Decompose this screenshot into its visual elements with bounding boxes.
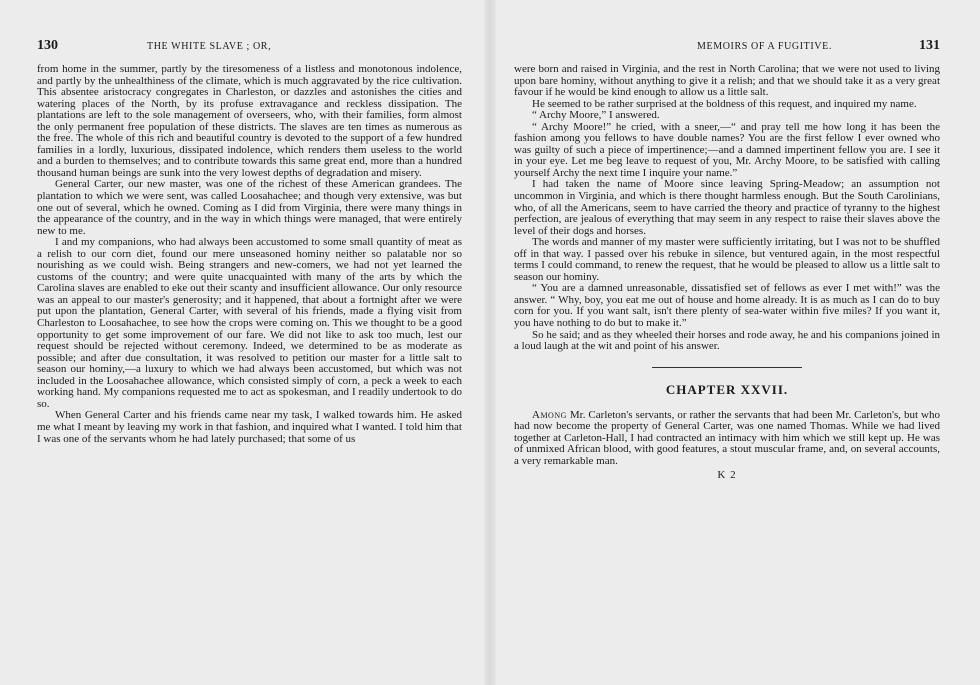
- right-running-head: [514, 38, 940, 60]
- left-paragraph-2: General Carter, our new master, was one of the richest of these American grandees. The plantation to which we were sent, was called Loosahachee; and though very extensive, was but one out of several, which he owned. Coming as I did from Virginia, there were many things in the appearance of the country, and in the way in which things were managed, that were entirely new to me.: [37, 178, 462, 237]
- chapter-opening-paragraph: [514, 410, 940, 468]
- chapter-heading: CHAPTER XXVII.: [665, 381, 789, 397]
- left-body-text: [37, 64, 462, 445]
- right-paragraph-2: He seemed to be rather surprised at the boldness of this request, and inquired my name.: [532, 97, 917, 110]
- right-paragraph-8: So he said; and as they wheeled their horses and rode away, he and his companions joined in a loud laugh at the wit and point of his answer.: [514, 328, 940, 353]
- right-paragraph-4: “ Archy Moore!” he cried, with a sneer,—“ and pray tell me how long it has been the fashion among you fellows to have double names? You are the first fellow I ever owned who was guilty of such a piece of impertinence;—and a damned impertinent fellow you are. I see it in your eye. Let me beg leave to request of you, Mr. Archy Moore, to be satisfied with calling yourself Archy the next time I inquire your name.”: [514, 120, 940, 179]
- section-divider-rule: [652, 367, 802, 368]
- chapter-paragraph-text: Mr. Carleton's servants, or rather the servants that had been Mr. Carleton's, but who had now become the property of General Carter, was one named Thomas. While we had lived together at Carleton-Hall, I had contracted an intimacy with him which we still kept up. He was of unmixed African blood, with good features, a stout muscular frame, and, on several accounts, a very remarkable man.: [514, 408, 940, 467]
- right-page: [490, 0, 980, 685]
- left-paragraph-3: I and my companions, who had always been accustomed to some small quantity of meat as a relish to our corn diet, found our mere unseasoned hominy neither so palatable nor so nourishing as we could wish. Being strangers and new-comers, we had not yet learned the customs of the country; and were quite unacquainted with many of the arts by which the Carolina slaves are enabled to eke out their scanty and insufficient allowance. Our only resource was an appeal to our master's generosity; and it happened, that about a fortnight after we were put upon the plantation, General Carter, with several of his friends, made a flying visit from Charleston to Loosahachee, to see how the crops were coming on. This we thought to be a good opportunity to get some improvement of our fare. We did not like to ask too much, lest our request should be rejected without ceremony. Indeed, we determined to be as moderate as possible; and after due consultation, it was resolved to petition our master for a little salt to season our hominy,—a luxury to which we had always been accustomed, but which was not included in the Loosahachee allowance, which consisted simply of corn, a peck a week to each working hand. My companions requested me to act as spokesman, and I readily undertook to do so.: [37, 236, 462, 410]
- left-paragraph-1: from home in the summer, partly by the tiresomeness of a listless and monotonous indolence, and partly by the unhealthiness of the climate, which is much aggravated by the rice cultivation. This absentee aristocracy congregates in Charleston, or dazzles and astonishes the cities and watering places of the North, by its profuse extravagance and reckless dissipation. The plantations are left to the sole management of overseers, who, with their families, form almost the only permanent free population of these districts. The slaves are ten times as numerous as the free. The whole of this rich and beautiful country is devoted to the support of a few hundred families in a lordly, luxurious, dissipated indolence, which renders them useless to the world and a burden to themselves; and to contribute towards this same great end, more than a hundred thousand human beings are sunk into the very lowest depths of degradation and misery.: [37, 63, 462, 179]
- right-paragraph-6: The words and manner of my master were sufficiently irritating, but I was not to be shuffled off in that way. I passed over his rebuke in silence, but ventured again, in the most respectful terms I could command, to renew the request, that he would be pleased to allow us a little salt to season our hominy.: [514, 236, 940, 283]
- left-running-head: [37, 38, 462, 60]
- book-gutter: [484, 0, 496, 685]
- right-body-text: [514, 64, 940, 481]
- left-running-title: THE WHITE SLAVE ; OR,: [147, 41, 272, 52]
- right-running-title: MEMOIRS OF A FUGITIVE.: [697, 41, 832, 52]
- right-paragraph-1: were born and raised in Virginia, and the rest in North Carolina; that we were not used to living upon bare hominy, without anything to give it a relish; and that we should take it as a very great favour if he would be kind enough to allow us a little salt.: [514, 63, 940, 99]
- right-paragraph-5: I had taken the name of Moore since leaving Spring-Meadow; an assumption not uncommon in Virginia, and which is there thought harmless enough. But the South Carolinians, who, of all the Americans, seem to have carried the theory and practice of tyranny to the highest perfection, are jealous of everything that may seem in any respect to raise their slaves above the level of their dogs and horses.: [514, 178, 940, 237]
- left-paragraph-4: When General Carter and his friends came near my task, I walked towards him. He asked me what I meant by leaving my work in that fashion, and inquired what I wanted. I told him that I was one of the servants whom he had lately purchased; that some of us: [37, 409, 462, 445]
- chapter-lead-word: Among: [532, 408, 567, 421]
- right-paragraph-7: “ You are a damned unreasonable, dissatisfied set of fellows as ever I met with!” was the answer. “ Why, boy, you eat me out of house and home already. It is as much as I can do to buy corn for you. If you want salt, isn't there plenty of sea-water within five miles? If you want it, you have nothing to do but to make it.”: [514, 282, 940, 330]
- left-page-number: 130: [37, 38, 58, 53]
- right-paragraph-3: “ Archy Moore,” I answered.: [532, 109, 660, 122]
- signature-mark: K 2: [717, 469, 737, 482]
- right-page-number: 131: [919, 38, 940, 53]
